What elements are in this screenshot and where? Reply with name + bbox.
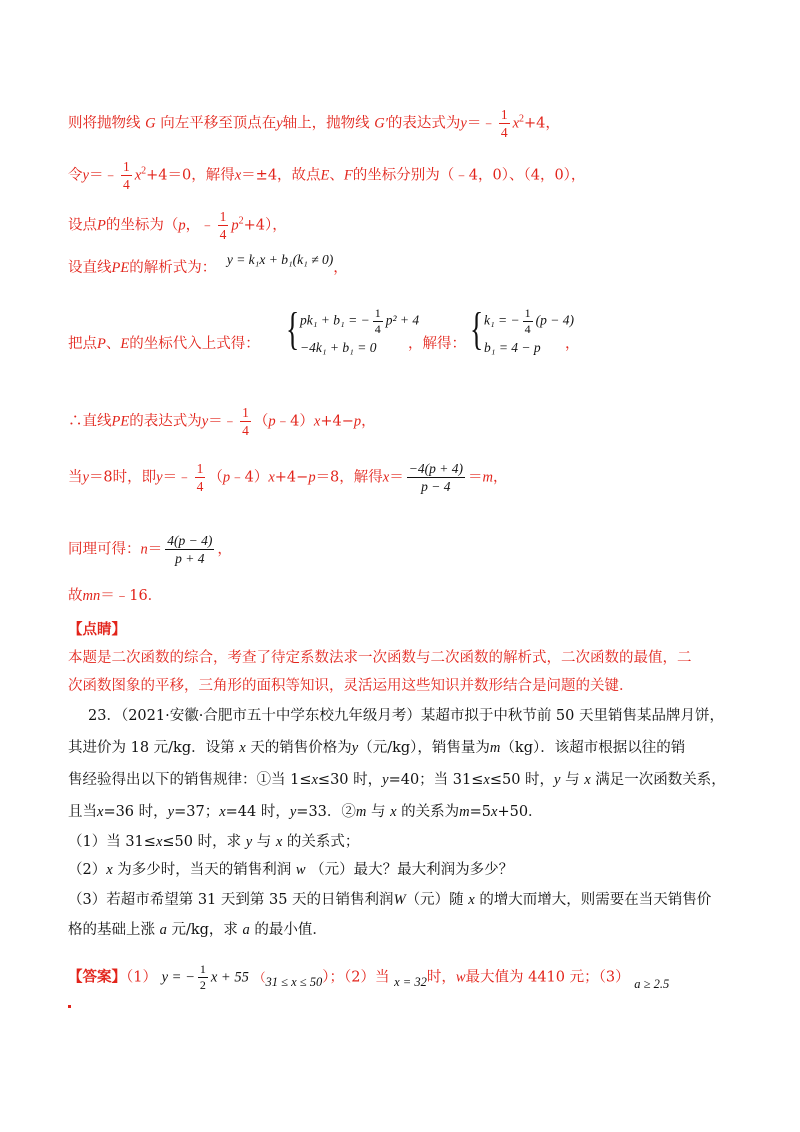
system2-row1: k₁ = − $\frac{1}{4}$ (p − 4) bbox=[484, 306, 575, 336]
answer-label: 【答案】 bbox=[68, 968, 126, 986]
solution-line-7: 当y＝8时，即y＝﹣ $\frac{1}{4}$ （p﹣4）x+4−p＝8，解得x＝ $\frac{-4(p + 4)}{p - 4}$ ＝m， bbox=[68, 461, 508, 494]
fraction: $\frac{1}{4}$ bbox=[242, 405, 249, 438]
equation-system-1 bbox=[286, 303, 420, 356]
dianjing-heading: 【点睛】 bbox=[68, 621, 126, 638]
solution-line-1: 则将抛物线 G 向左平移至顶点在y轴上，抛物线 G′的表达式为y＝﹣ $\frac{1}{4}$ $x^2+4$， bbox=[68, 107, 560, 140]
result-fraction: $\frac{4(p - 4)}{p + 4}$ bbox=[167, 533, 213, 566]
solution-line-2: 令y＝﹣ $\frac{1}{4}$ $x^2+4=0$，解得x＝±4，故点E、F的坐标分别为（﹣4，0）、（4，0）， bbox=[68, 159, 586, 192]
result-fraction: $\frac{-4(p + 4)}{p - 4}$ bbox=[408, 461, 463, 494]
solution-line-6: ∴直线PE的表达式为y＝﹣ $\frac{1}{4}$ （p﹣4）x+4−p， bbox=[68, 405, 376, 438]
question-23-title: 23．（2021·安徽·合肥市五十中学东校九年级月考）某超市拟于中秋节前 50 天里销售某品牌月饼， bbox=[88, 708, 724, 724]
comma: ， bbox=[565, 336, 580, 352]
solution-line-8: 同理可得：n＝ $\frac{4(p - 4)}{p + 4}$ ， bbox=[68, 533, 232, 566]
brace: { bbox=[470, 303, 484, 354]
summary-line-2: 次函数图象的平移，三角形的面积等知识，灵活运用这些知识并数形结合是问题的关键． bbox=[68, 678, 634, 694]
system2-row2: b₁ = 4 − p bbox=[484, 340, 541, 355]
summary-line-1: 本题是二次函数的综合，考查了待定系数法求一次函数与二次函数的解析式，二次函数的最值，二 bbox=[68, 650, 692, 666]
sub-question-3: （3）若超市希望第 31 天到第 35 天的日销售利润W（元）随 x 的增大而增大，则需要在当天销售价 bbox=[68, 892, 712, 908]
solution-line-3: 设点P的坐标为（p，﹣ $\frac{1}{4}$ $p^2+4$）， bbox=[68, 209, 287, 242]
system1-row1: pk₁ + b₁ = − $\frac{1}{4}$ p² + 4 bbox=[300, 306, 420, 336]
solve-label: ，解得： bbox=[408, 336, 466, 352]
sub-question-2: （2）x 为多少时，当天的销售利润 w （元）最大？最大利润为多少？ bbox=[68, 862, 514, 878]
question-23-line-4: 且当x=36 时，y=37；x=44 时，y=33．②m 与 x 的关系为m=5x+50． bbox=[68, 804, 543, 820]
line-equation: y = k₁x + b₁(k₁ ≠ 0) bbox=[226, 252, 334, 267]
answer-line: 【答案】（1） y = − $\frac{1}{2}$ x + 55 （31 ≤ x ≤ 50）；（2）当 x = 32时，w最大值为 4410 元；（3） a ≥ 2.5 bbox=[68, 962, 670, 992]
brace: { bbox=[286, 303, 300, 354]
fraction: $\frac{1}{2}$ bbox=[199, 962, 206, 992]
end-period bbox=[68, 1005, 71, 1008]
solution-line-5: 把点P、E的坐标代入上式得： bbox=[68, 336, 260, 352]
solution-line-4: 设直线PE的解析式为： y = k₁x + b₁(k₁ ≠ 0)， bbox=[68, 252, 348, 276]
sub-question-3-cont: 格的基础上涨 a 元/kg，求 a 的最小值． bbox=[68, 922, 327, 938]
fraction: $\frac{1}{4}$ bbox=[122, 159, 130, 192]
fraction: $\frac{1}{4}$ bbox=[500, 107, 508, 140]
question-23-line-3: 售经验得出以下的销售规律：①当 1≤x≤30 时，y=40；当 31≤x≤50 时，y 与 x 满足一次函数关系， bbox=[68, 772, 726, 788]
solution-line-9: 故mn＝﹣16． bbox=[68, 588, 163, 604]
fraction: $\frac{1}{4}$ bbox=[196, 461, 204, 494]
question-23-line-2: 其进价为 18 元/kg．设第 x 天的销售价格为y（元/kg），销售量为m（kg）．该超市根据以往的销 bbox=[68, 740, 686, 756]
fraction: $\frac{1}{4}$ bbox=[219, 209, 227, 242]
equation-system-2 bbox=[470, 303, 580, 356]
system1-row2: −4k₁ + b₁ = 0 bbox=[300, 340, 377, 355]
sub-question-1: （1）当 31≤x≤50 时，求 y 与 x 的关系式； bbox=[68, 834, 360, 850]
